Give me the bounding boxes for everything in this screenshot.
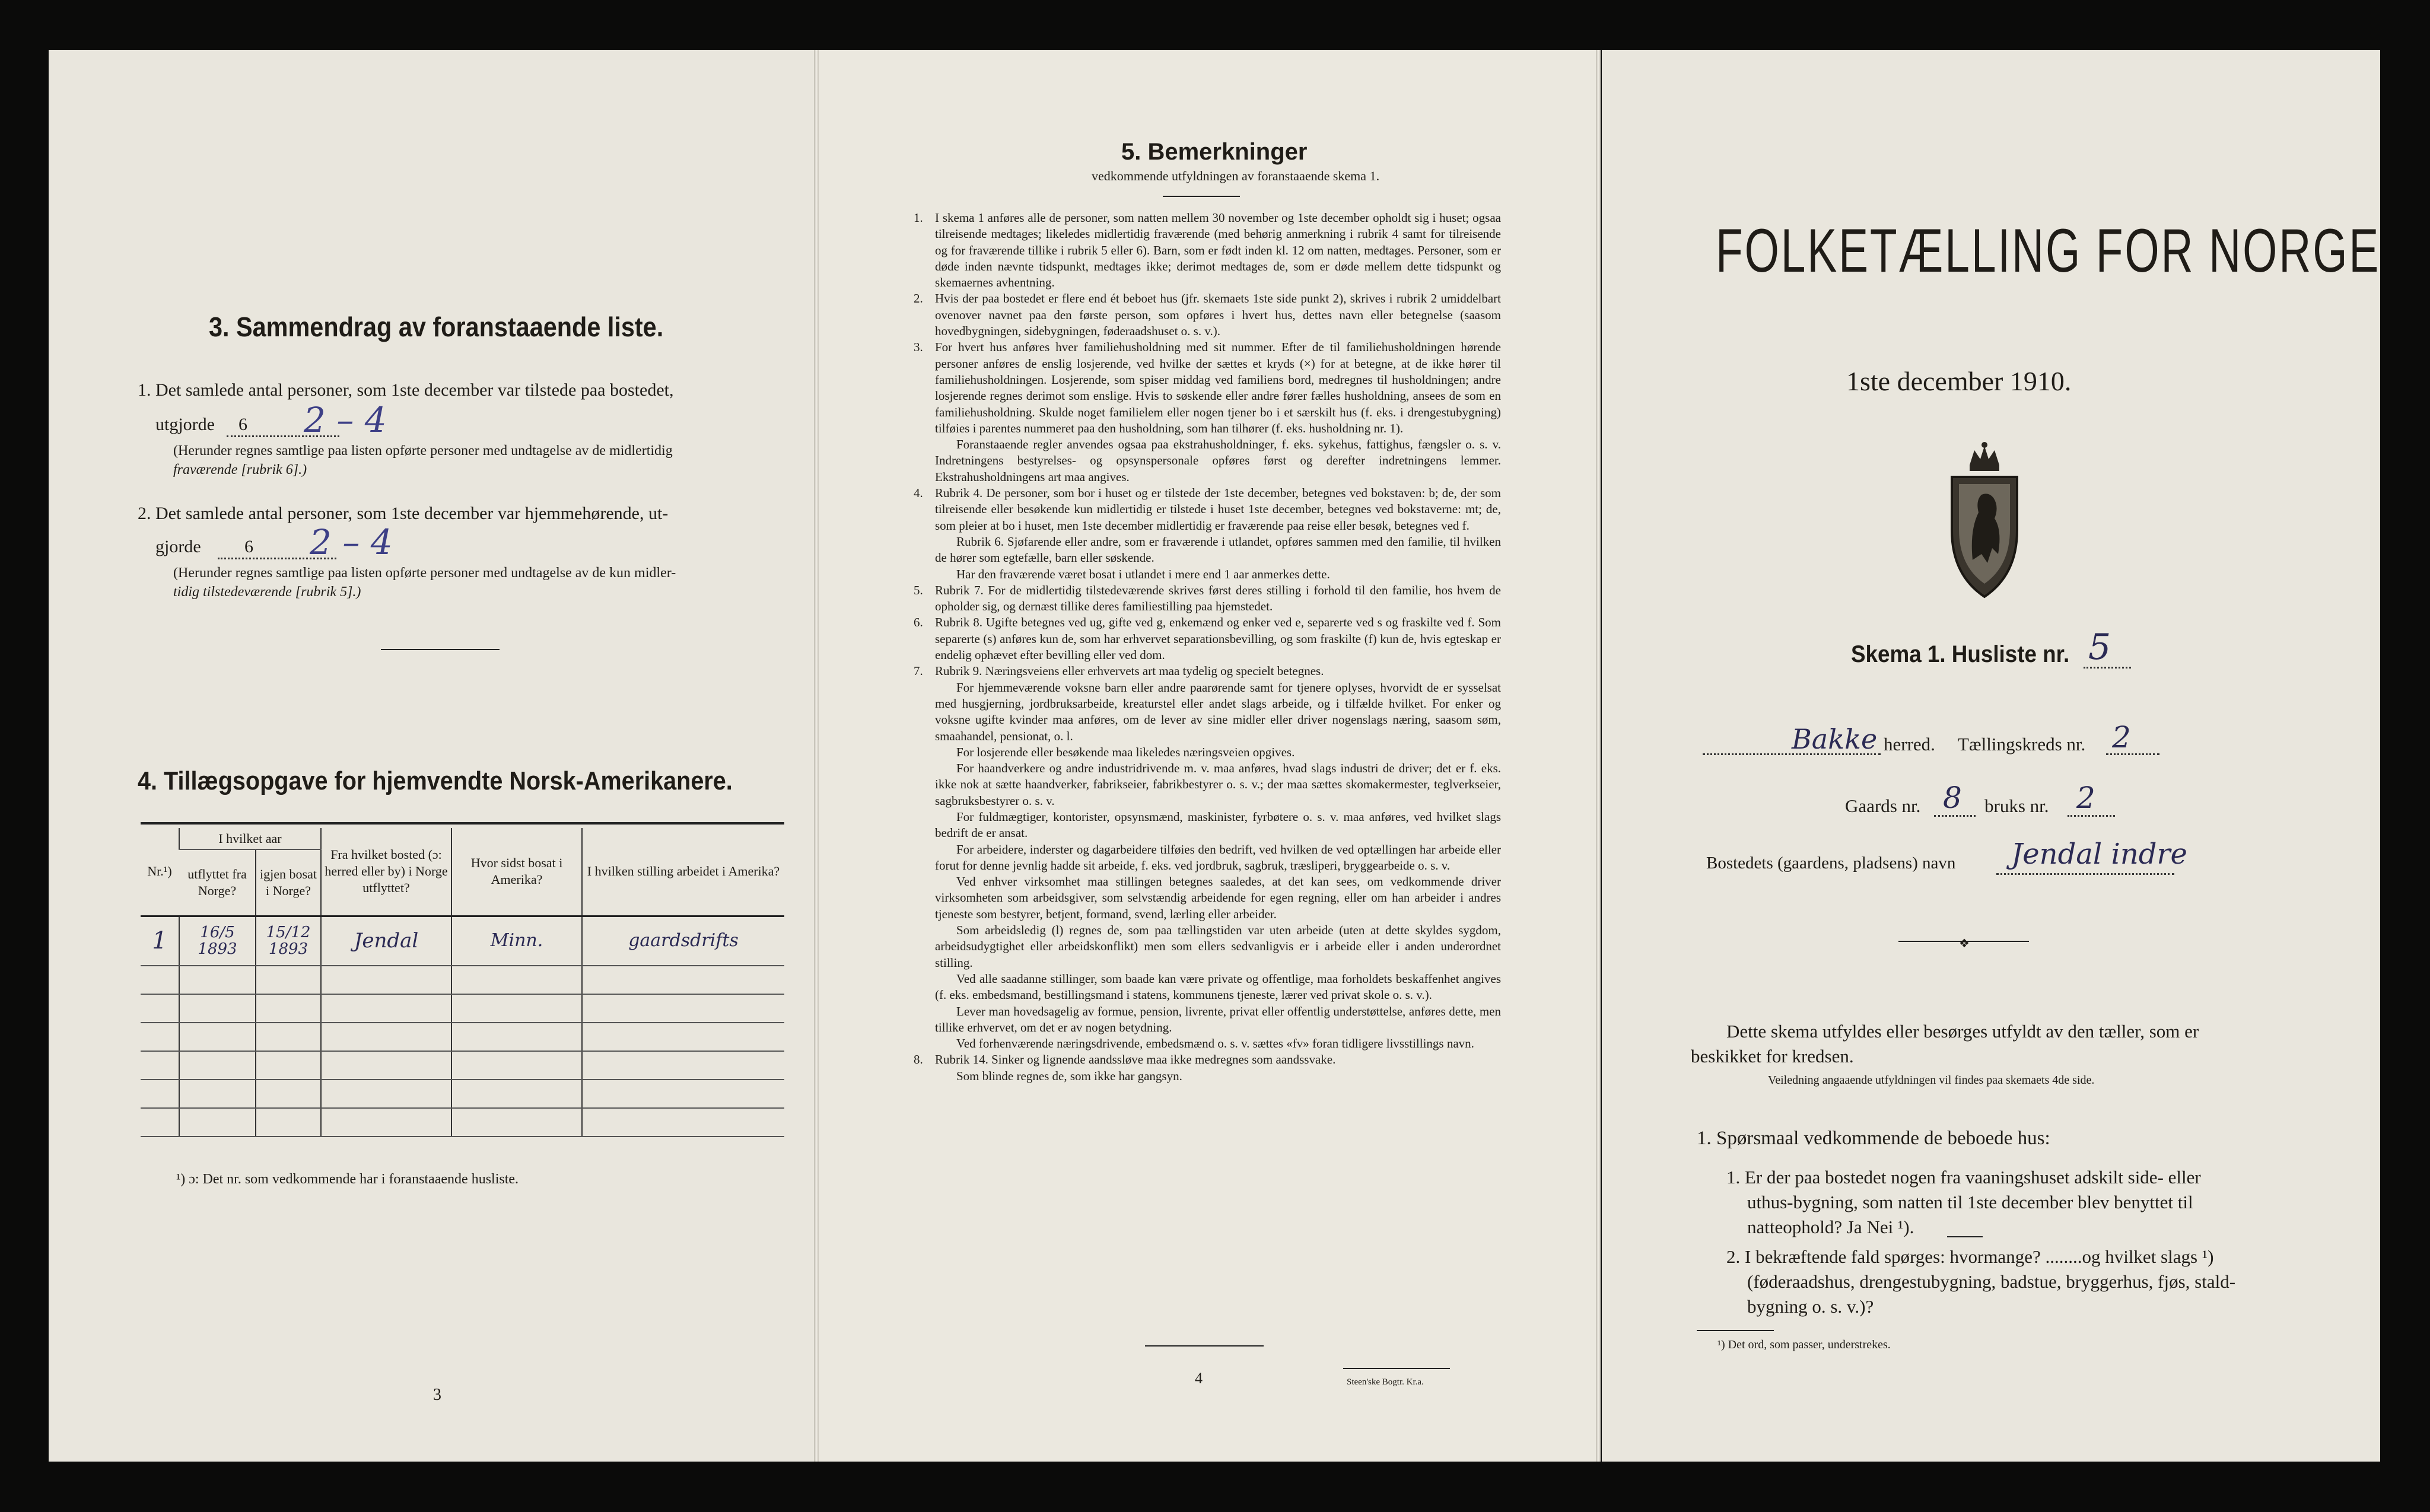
summary-item-1-prefix: utgjorde — [155, 415, 215, 434]
remark-item — [914, 485, 1501, 534]
remark-text: Som arbeidsledig (l) regnes de, som paa tællingstiden var uten arbeide (uten at dette skyldes sygdom, arbeidsudygtighet eller arbeidskonflikt) men som ellers sedvanligvis er i arbeide eller i anden underordnet stilling. — [935, 923, 1501, 970]
page-number-4: 4 — [1195, 1370, 1203, 1387]
section-3-title: 3. Sammendrag av foranstaaende liste. — [209, 311, 664, 342]
remark-item — [914, 615, 1501, 663]
question-1-1-line-1: 1. Er der paa bostedet nogen fra vaaningshuset adskilt side- eller — [1726, 1167, 2201, 1188]
remark-item — [914, 291, 1501, 339]
column-header-returned: igjen bosat i Norge? — [256, 849, 321, 916]
herred-line — [1703, 753, 1881, 755]
cover-footnote: ¹) Det ord, som passer, understrekes. — [1717, 1338, 1891, 1351]
table-top-rule — [141, 822, 784, 825]
summary-item-1-note-line-1: (Herunder regnes samtlige paa listen opførte personer med undtagelse av de midlertidig — [173, 443, 673, 459]
remark-item — [914, 210, 1501, 291]
norsk-amerikanere-table — [141, 828, 784, 1137]
tellingskreds-value: 2 — [2112, 720, 2131, 755]
remark-text: For losjerende eller besøkende maa likeledes næringsveien opgives. — [956, 744, 1295, 759]
table-row — [141, 916, 784, 966]
remark-text: For haandverkere og andre industridrivende m. v. maa anføres, hvad slags industri de driver; det er f. eks. ikke nok at sætte haandverker, fabrikseier, fabrikbestyrer o. s. v.; der maa sættes skomakermester, teglverkseier, sagbruksbestyrer o. s. v. — [935, 761, 1501, 808]
remark-item — [914, 874, 1501, 922]
remark-item — [914, 566, 1501, 582]
summary-item-2-handwritten-value: 2 – 4 — [310, 522, 393, 562]
remark-text: For hjemmeværende voksne barn eller andre paarørende samt for tjenere oplyses, hvorvidt de er sysselsat med husgjerning, jordbruksarbeide, kreaturstel eller andet slags arbeide, og i tilfælde hvilket. For enker og voksne ugifte kvinder maa anføres, om de lever av sine midler eller driver nogenslags næring, saasom søm, smaahandel, pensionat, o. l. — [935, 680, 1501, 743]
summary-item-2-text: 2. Det samlede antal personer, som 1ste december var hjemmehørende, ut- — [138, 504, 669, 523]
page-fold-right — [1596, 50, 1601, 1462]
remark-item — [914, 809, 1501, 842]
remarks-subtitle: vedkommende utfyldningen av foranstaaende skema 1. — [1092, 168, 1380, 183]
column-header-where: Hvor sidst bosat i Amerika? — [451, 828, 582, 916]
column-header-position: I hvilken stilling arbeidet i Amerika? — [582, 828, 784, 916]
remark-text: Rubrik 14. Sinker og lignende aandssløve maa ikke medregnes som aandssvake. — [935, 1052, 1336, 1067]
remark-text: Rubrik 9. Næringsveiens eller erhvervets art maa tydelig og specielt betegnes. — [935, 664, 1324, 679]
bruks-line — [2068, 815, 2115, 817]
remark-text: Rubrik 4. De personer, som bor i huset og er tilstede der 1ste december, betegnes ved bokstaven: b; de, der som tilreisende eller besøkende kun midlertidig er tilstede i huset 1ste december, betegnes ved bokstaverne: mt; de, som pleier at bo i huset, men 1ste december midlertidig er fraværende paa reise eller besøk, betegnes ved f. — [935, 486, 1501, 533]
row-1-emigrated: 16/5 1893 — [179, 916, 256, 966]
question-1-title: 1. Spørsmaal vedkommende de beboede hus: — [1697, 1128, 2050, 1149]
remark-item — [914, 339, 1501, 437]
row-1-from: Jendal — [321, 916, 451, 966]
row-1-nr: 1 — [141, 916, 179, 966]
herred-value: Bakke — [1792, 723, 1878, 755]
bosted-line — [1996, 873, 2174, 875]
remark-text: Rubrik 6. Sjøfarende eller andre, som er fraværende i utlandet, opføres sammen med den familie, til hvilken de hører som egtefælle, barn eller søskende. — [935, 534, 1501, 565]
printer-imprint: Steen'ske Bogtr. Kr.a. — [1347, 1377, 1424, 1387]
bruks-value: 2 — [2076, 781, 2095, 815]
remarks-end-rule — [1145, 1345, 1264, 1347]
summary-item-2-note-line-2: tidig tilstedeværende [rubrik 5].) — [173, 584, 361, 600]
remark-number: 5. — [914, 582, 923, 597]
remark-item — [914, 680, 1501, 744]
remark-item — [914, 1036, 1501, 1052]
remark-item — [914, 1004, 1501, 1036]
remark-item — [914, 760, 1501, 809]
question-1-1-line-2: uthus-bygning, som natten til 1ste december blev benyttet til — [1747, 1192, 2193, 1212]
summary-item-2-prefix: gjorde — [155, 537, 201, 556]
remark-number: 4. — [914, 486, 923, 501]
herred-label: herred. — [1884, 734, 1935, 755]
remark-item — [914, 744, 1501, 760]
page-3-summary — [49, 50, 814, 1462]
question-1-2-line-3: bygning o. s. v.)? — [1747, 1296, 1874, 1317]
remark-item — [914, 437, 1501, 485]
page-number-3: 3 — [433, 1386, 441, 1404]
remark-number: 3. — [914, 340, 923, 355]
remark-text: Foranstaaende regler anvendes ogsaa paa ekstrahusholdninger, f. eks. sykehus, fattighus, fængsler o. s. v. Indretningens bestyrelses- og opsynspersonale opføres først og derefter indretningens lemmer. Ekstrahusholdningens art maa angives. — [935, 437, 1501, 484]
remark-text: For arbeidere, inderster og dagarbeidere tilføies den bedrift, ved hvilken de ved optællingen har arbeide eller forut for denne jevnlig hadde sit arbeide, f. eks. ved jordbruk, sagbruk, træsliperi, bryggearbeide o. s. v. — [935, 842, 1501, 873]
remark-item — [914, 582, 1501, 615]
question-1-1-line-3: natteophold? Ja Nei ¹). — [1747, 1217, 1914, 1237]
section-4-title: 4. Tillægsopgave for hjemvendte Norsk-Amerikanere. — [138, 766, 733, 795]
remark-text: Ved enhver virksomhet maa stillingen betegnes saaledes, at det kan sees, om vedkommende driver virksomheten som arbeidsgiver, som selvstændig arbeidende for egen regning, eller om han arbeider i andres tjeneste som bestyrer, betjent, formand, svend, lærling eller arbeider. — [935, 874, 1501, 921]
remarks-title: 5. Bemerkninger — [1121, 139, 1308, 165]
census-date: 1ste december 1910. — [1846, 366, 2072, 396]
page-1-cover — [1602, 50, 2380, 1462]
tellingskreds-line — [2106, 753, 2159, 755]
section-4-footnote: ¹) ɔ: Det nr. som vedkommende har i foranstaaende husliste. — [176, 1172, 519, 1187]
table-row — [141, 1051, 784, 1080]
summary-item-2-printed-value: 6 — [244, 537, 253, 556]
census-title: FOLKETÆLLING FOR NORGE — [1716, 217, 2380, 285]
divider-ornament-icon: ❖ — [1959, 937, 1970, 950]
column-header-emigrated: utflyttet fra Norge? — [179, 849, 256, 916]
gaards-label: Gaards nr. — [1845, 795, 1921, 816]
row-1-where: Minn. — [451, 916, 582, 966]
summary-item-1-text: 1. Det samlede antal personer, som 1ste december var tilstede paa bostedet, — [138, 380, 674, 400]
remark-item — [914, 1068, 1501, 1084]
question-1-2-line-1: 2. I bekræftende fald spørges: hvormange? ........og hvilket slags ¹) — [1726, 1246, 2214, 1267]
table-row — [141, 994, 784, 1023]
nei-underline — [1947, 1236, 1983, 1237]
tellingskreds-label: Tællingskreds nr. — [1958, 734, 2086, 755]
remark-text: Ved forhenværende næringsdrivende, embedsmænd o. s. v. sættes «fv» foran tidligere livsstillings navn. — [956, 1036, 1474, 1051]
intro-line-2: beskikket for kredsen. — [1691, 1046, 1854, 1067]
intro-guidance: Veiledning angaaende utfyldningen vil findes paa skemaets 4de side. — [1768, 1074, 2095, 1087]
summary-item-2-note-line-1: (Herunder regnes samtlige paa listen opførte personer med undtagelse av de kun midler- — [173, 565, 676, 581]
remark-text: Ved alle saadanne stillinger, som baade kan være private og offentlige, maa forholdets beskaffenhet angives (f. eks. embedsmand, bestillingsmand i statens, kommunens tjeneste, lærer ved privat skole o. s. v.). — [935, 971, 1501, 1002]
remark-text: Hvis der paa bostedet er flere end ét beboet hus (jfr. skemaets 1ste side punkt 2), skrives i rubrik 2 umiddelbart ovenover navnet paa den første person, som opføres i hvert hus, dettes navn eller betegnelse (saasom hovedbygningen, sidebygningen, føderaadshuset o. s. v.). — [935, 291, 1501, 339]
skema-label: Skema 1. Husliste nr. — [1851, 641, 2070, 667]
column-header-from: Fra hvilket bosted (ɔ: herred eller by) i Norge utflyttet? — [321, 828, 451, 916]
section-divider — [381, 649, 500, 650]
remark-number: 7. — [914, 664, 923, 679]
remark-text: Lever man hovedsagelig av formue, pension, livrente, privat eller offentlig understøttelse, anføres dette, men tillike erhvervet, om det er av nogen betydning. — [935, 1004, 1501, 1034]
column-header-nr: Nr.¹) — [141, 828, 179, 916]
remark-item — [914, 1052, 1501, 1068]
remarks-list — [914, 210, 1501, 1367]
gaards-line — [1934, 815, 1976, 817]
question-1-2-line-2: (føderaadshus, drengestubygning, badstue, bryggerhus, fjøs, stald- — [1747, 1271, 2236, 1292]
remark-number: 1. — [914, 211, 923, 225]
footnote-rule — [1697, 1330, 1774, 1331]
table-row — [141, 966, 784, 994]
remark-text: I skema 1 anføres alle de personer, som natten mellem 30 november og 1ste december opholdt sig i huset; ogsaa tilreisende medtages; likeledes midlertidig fraværende (med behørig anmerkning i rubrik 4 samt for tilreisende og for fraværende tillike i rubrik 5 eller 6). Barn, som er født inden kl. 12 om natten, medtages. Personer, som er døde inden nævnte tidspunkt, medtages ikke; derimot medtages de, som er døde mellem dette tidspunkt og skemaernes avhentning. — [935, 211, 1501, 290]
table-row — [141, 1080, 784, 1108]
remark-item — [914, 922, 1501, 971]
table-row — [141, 1023, 784, 1051]
intro-line-1: Dette skema utfyldes eller besørges utfyldt av den tæller, som er — [1726, 1021, 2199, 1042]
bruks-label: bruks nr. — [1984, 795, 2049, 816]
remark-number: 8. — [914, 1052, 923, 1067]
page-4-remarks — [819, 50, 1596, 1462]
remark-number: 6. — [914, 615, 923, 630]
remark-text: For fuldmægtiger, kontorister, opsynsmænd, maskinister, fyrbøtere o. s. v. maa anføres, ved hvilket slags bedrift de er ansat. — [935, 809, 1501, 841]
summary-item-1-fill-line — [227, 435, 339, 437]
bosted-value: Jendal indre — [2011, 838, 2187, 871]
bosted-label: Bostedets (gaardens, pladsens) navn — [1706, 854, 1956, 873]
page-fold-left — [814, 50, 819, 1462]
summary-item-1-printed-value: 6 — [238, 415, 247, 434]
remark-item — [914, 663, 1501, 679]
remark-item — [914, 971, 1501, 1004]
remark-text: Rubrik 7. For de midlertidig tilstedeværende skrives først deres stilling i forhold til den familie, hos hvem de opholder sig, og dernæst tillike deres familiestilling paa hjemstedet. — [935, 582, 1501, 614]
husliste-nr-line — [2084, 667, 2131, 669]
remark-item — [914, 842, 1501, 874]
column-group-header-year: I hvilket aar — [179, 828, 321, 849]
husliste-nr-value: 5 — [2088, 626, 2111, 668]
remark-item — [914, 534, 1501, 566]
remark-number: 2. — [914, 291, 923, 306]
row-1-returned: 15/12 1893 — [256, 916, 321, 966]
table-row — [141, 1108, 784, 1137]
summary-item-1-note-line-2: fraværende [rubrik 6].) — [173, 462, 307, 478]
printer-rule — [1343, 1368, 1450, 1369]
summary-item-2-fill-line — [218, 558, 336, 559]
gaards-value: 8 — [1943, 781, 1962, 815]
remark-text: For hvert hus anføres hver familiehusholdning med sit nummer. Efter de til familiehusholdningen hørende personer anføres de enslig losjerende, ved hvilke der sættes et kryds (×) for at betegne, at de ikke hører til familiehusholdningen. Losjerende, som spiser middag ved familiens bord, medregnes til husholdningen; andre losjerende regnes derimot som enslige. Hvis to søskende eller andre fører fælles husholdning, ansees de som en familiehusholdning. Skulde noget familielem eller nogen tjener bo i et særskilt hus (f. eks. i drengestubygning) tilføies i parentes nummeret paa den husholdning, som han tilhører (f. eks. husholdning nr. 1). — [935, 340, 1501, 435]
coat-of-arms-icon — [1946, 441, 2023, 599]
remark-text: Har den fraværende været bosat i utlandet i mere end 1 aar anmerkes dette. — [956, 566, 1330, 581]
remark-text: Rubrik 8. Ugifte betegnes ved ug, gifte ved g, enkemænd og enker ved e, separerte ved s og fraskilte ved f. Som separerte (s) anføres kun de, som har erhvervet separationsbevilling, og som fraskilte (f) kun de, hvis egteskap er endelig ophævet efter bevilling eller ved dom. — [935, 615, 1501, 663]
row-1-position: gaardsdrifts — [582, 916, 784, 966]
remarks-title-rule — [1163, 196, 1240, 197]
remark-text: Som blinde regnes de, som ikke har gangsyn. — [956, 1068, 1182, 1083]
summary-item-1-handwritten-value: 2 – 4 — [304, 400, 387, 440]
